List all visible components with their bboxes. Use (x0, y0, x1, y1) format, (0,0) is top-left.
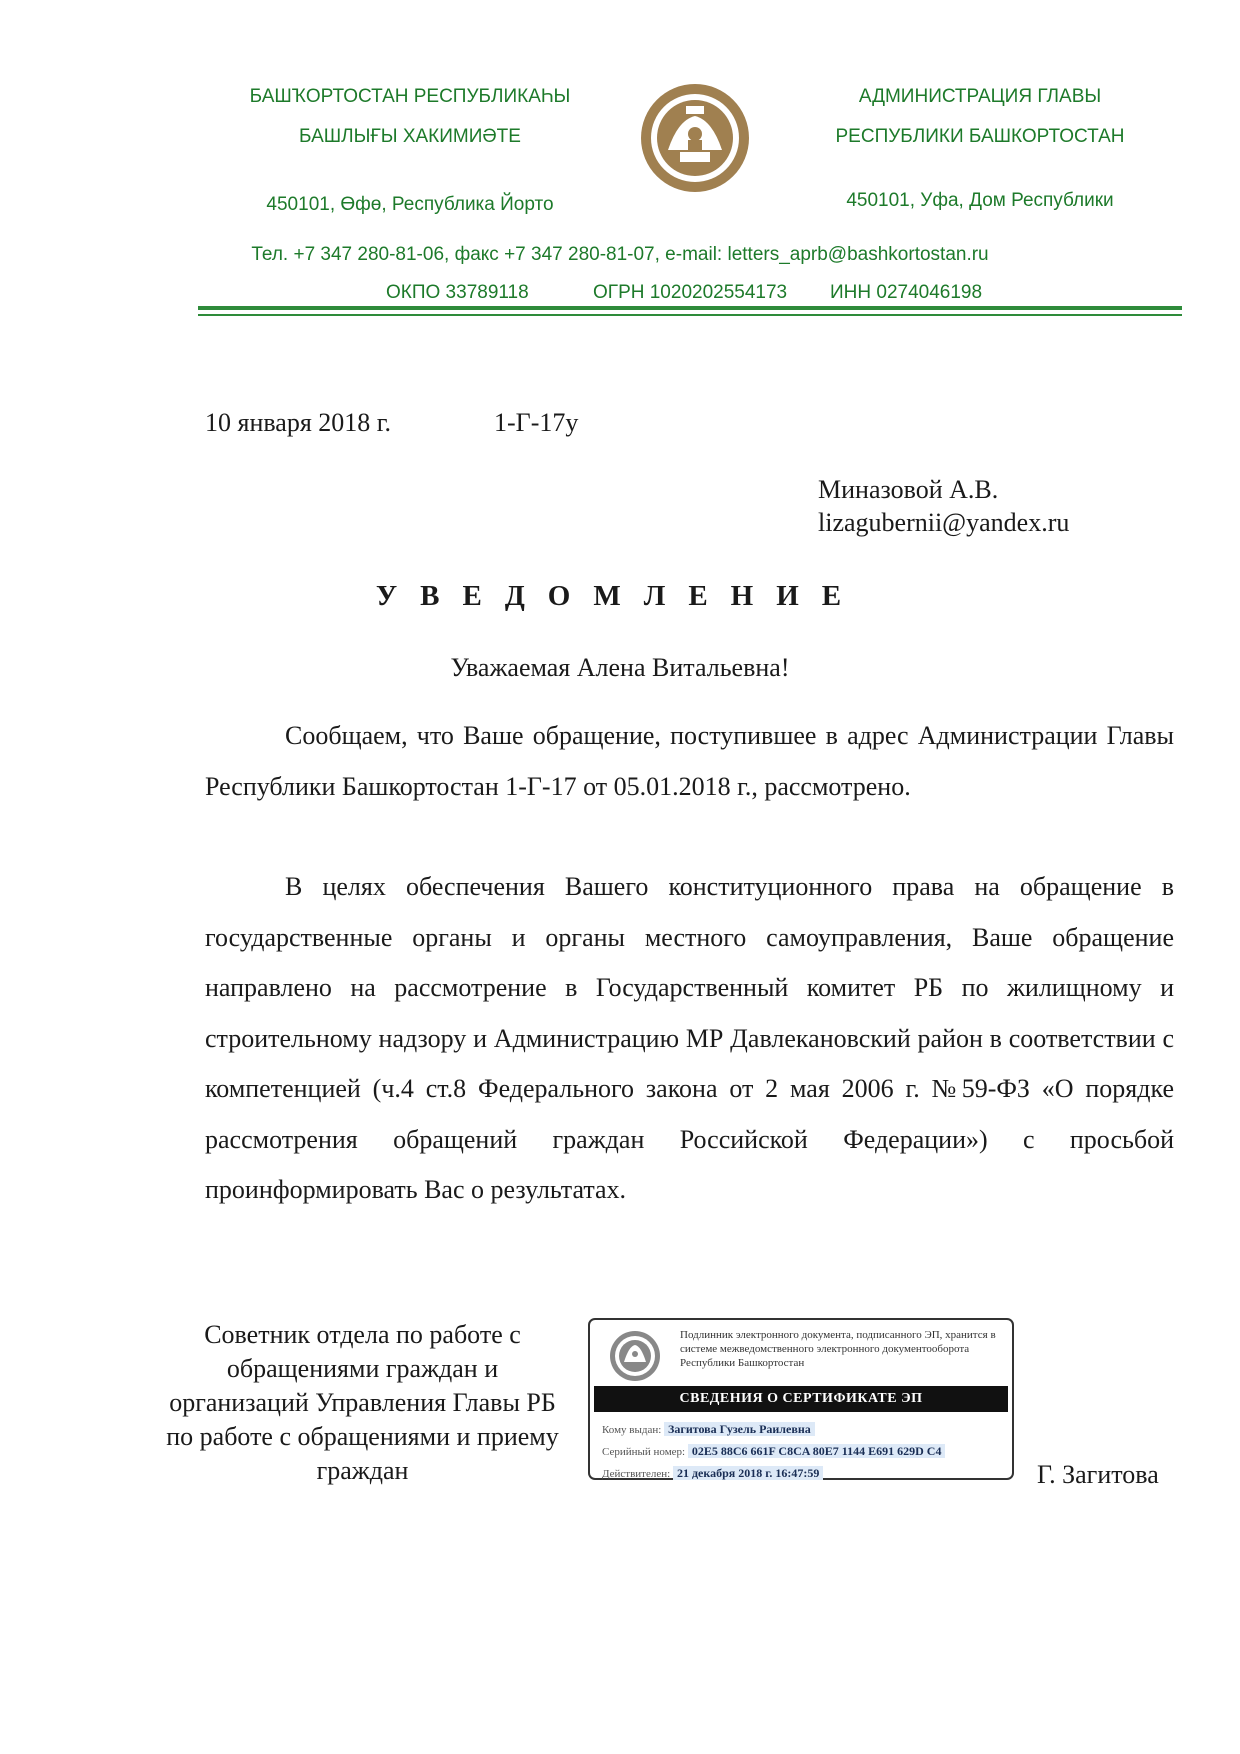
body-paragraph (205, 862, 1174, 1216)
stamp-notice: Подлинник электронного документа, подписанного ЭП, хранится в системе межведомственного электронного документооборота Республики Башкортостан (680, 1329, 996, 1369)
letterhead-okpo: ОКПО 33789118 (386, 282, 529, 303)
stamp-serial-label: Серийный номер: (602, 1446, 686, 1458)
body-paragraph-text: В целях обеспечения Вашего конституционного права на обращение в государственные органы и органы местного самоуправления, Ваше обращение направлено на рассмотрение в Государственный комитет РБ по жилищному и строительному надзору и Администрацию МР Давлекановский район в соответствии с компетенцией (ч.4 ст.8 Федерального закона от 2 мая 2006 г. №59-ФЗ «О порядке рассмотрения обращений граждан Российской Федерации») с просьбой проинформировать Вас о результатах. (205, 872, 1174, 1204)
letterhead-right-address: 450101, Уфа, Дом Республики (846, 190, 1114, 211)
document-number: 1-Г-17у (494, 408, 579, 437)
stamp-issued-to-label: Кому выдан: (602, 1424, 662, 1436)
stamp-serial-value: 02E5 88C6 661F C8CA 80E7 1144 E691 629D C4 (688, 1444, 946, 1458)
letterhead-left-address: 450101, Өфө, Республика Йорто (266, 194, 554, 215)
signer-name: Г. Загитова (1037, 1460, 1159, 1489)
stamp-emblem-icon (608, 1328, 662, 1384)
stamp-valid-value: 21 декабря 2018 г. 16:47:59 (673, 1466, 823, 1480)
body-paragraph-text: Сообщаем, что Ваше обращение, поступившее в адрес Администрации Главы Республики Башкортостан 1-Г-17 от 05.01.2018 г., рассмотрено. (205, 721, 1174, 801)
letterhead-left-line2: БАШЛЫҒЫ ХАКИМИӘТЕ (299, 126, 521, 147)
signer-position: Советник отдела по работе с обращениями граждан и организаций Управления Главы РБ по работе с обращениями и приему граждан (166, 1320, 559, 1485)
recipient-name: Миназовой А.В. (818, 475, 999, 504)
letterhead-rule-thick (198, 306, 1182, 310)
letterhead-right-line2: РЕСПУБЛИКИ БАШКОРТОСТАН (835, 126, 1125, 147)
greeting: Уважаемая Алена Витальевна! (450, 653, 790, 682)
letterhead-contacts: Тел. +7 347 280-81-06, факс +7 347 280-81-07, e-mail: letters_aprb@bashkortostan.ru (251, 244, 989, 265)
electronic-signature-stamp (588, 1318, 1014, 1480)
letterhead-left-line1: БАШҠОРТОСТАН РЕСПУБЛИКАҺЫ (249, 86, 571, 107)
letterhead-right-line1: АДМИНИСТРАЦИЯ ГЛАВЫ (858, 86, 1102, 107)
letterhead-rule-thin (198, 314, 1182, 316)
document-title: УВЕДОМЛЕНИЕ (375, 580, 865, 612)
stamp-valid-row (602, 1464, 1000, 1482)
document-date: 10 января 2018 г. (205, 408, 392, 437)
bashkortostan-emblem-icon (638, 80, 752, 198)
body-paragraph (205, 711, 1174, 812)
letterhead-ogrn: ОГРН 1020202554173 (593, 282, 788, 303)
stamp-serial-row (602, 1442, 1000, 1460)
letterhead-inn: ИНН 0274046198 (830, 282, 983, 303)
stamp-issued-to-row (602, 1420, 1000, 1438)
stamp-issued-to-value: Загитова Гузель Раилевна (664, 1422, 815, 1436)
stamp-header: СВЕДЕНИЯ О СЕРТИФИКАТЕ ЭП (594, 1386, 1008, 1412)
stamp-valid-label: Действителен: (602, 1468, 671, 1480)
recipient-email: lizagubernii@yandex.ru (818, 508, 1070, 537)
